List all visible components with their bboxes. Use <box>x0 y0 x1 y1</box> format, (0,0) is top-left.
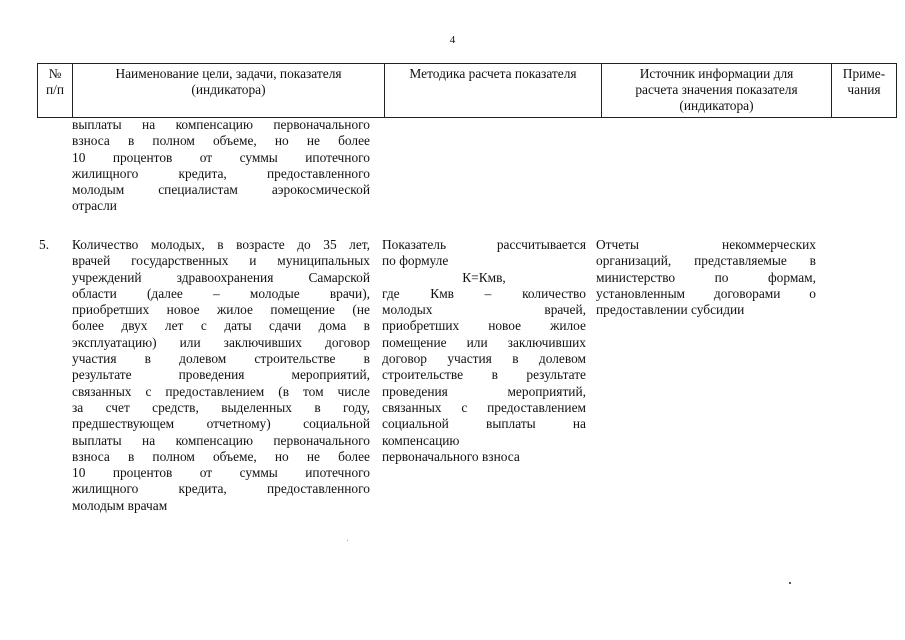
text-line: эксплуатацию) или заключивших договор <box>72 334 370 350</box>
header-text: Методика расчета показателя <box>409 66 577 81</box>
table-header <box>37 63 897 118</box>
header-col-notes <box>832 64 897 118</box>
text-line: врачей государственных и муниципальных <box>72 253 370 269</box>
header-col-name <box>73 64 385 118</box>
text-line: 10 процентов от суммы ипотечного <box>72 149 370 165</box>
text-line: области (далее – молодые врачи), <box>72 285 370 301</box>
text-line: Отчеты некоммерческих <box>596 237 816 252</box>
text-line: отрасли <box>72 198 117 214</box>
text-line: за счет средств, выделенных в году, <box>72 399 370 415</box>
text-line: предоставлении субсидии <box>596 302 745 318</box>
indicator-name <box>72 237 370 514</box>
text-line: взноса в полном объеме, но не более <box>72 448 370 464</box>
text-line: результате проведения мероприятий, <box>72 367 370 383</box>
text-line: молодым врачам <box>72 497 168 513</box>
calculation-method <box>382 237 586 465</box>
header-text: п/п <box>45 82 65 97</box>
row-number: 5. <box>39 237 50 252</box>
text-line: 10 процентов от суммы ипотечного <box>72 465 370 481</box>
text-line: связанных с предоставлением <box>382 399 586 415</box>
text-line: приобретших новое жилое помещение (не <box>72 302 370 318</box>
text-line: компенсацию <box>382 432 460 448</box>
text-line: более двух лет с даты сдачи дома в <box>72 318 370 334</box>
page-number: 4 <box>449 34 456 46</box>
header-text: Наименование цели, задачи, показателя <box>115 66 342 81</box>
text-line: социальной выплаты на <box>382 416 586 432</box>
text-line: жилищного кредита, предоставленного <box>72 165 370 181</box>
text-line: Показатель рассчитывается <box>382 237 586 252</box>
text-line: помещение или заключивших <box>382 334 586 350</box>
text-line: выплаты на компенсацию первоначального <box>72 117 370 132</box>
header-text: чания <box>847 82 881 97</box>
header-text: Источник информации для <box>639 66 794 81</box>
text-line: взноса в полном объеме, но не более <box>72 133 370 149</box>
text-line: министерство по формам, <box>596 269 816 285</box>
header-text: (индикатора) <box>191 82 266 97</box>
text-line: молодым специалистам аэрокосмической <box>72 182 370 198</box>
header-col-method <box>385 64 602 118</box>
header-col-number <box>38 64 73 118</box>
text-line: предшествующем отчетному) социальной <box>72 416 370 432</box>
text-line: проведения мероприятий, <box>382 383 586 399</box>
text-line: строительстве в результате <box>382 367 586 383</box>
text-line: где Кмв – количество <box>382 285 586 301</box>
formula: К=Кмв, <box>462 269 506 285</box>
header-text: Приме- <box>842 66 886 81</box>
text-line: организаций, представляемые в <box>596 253 816 269</box>
text-line: договор участия в долевом <box>382 351 586 367</box>
header-text: расчета значения показателя <box>635 82 798 97</box>
text-line: установленным договорами о <box>596 285 816 301</box>
text-line: первоначального взноса <box>382 448 520 464</box>
text-line: жилищного кредита, предоставленного <box>72 481 370 497</box>
scan-speck <box>789 582 791 584</box>
text-line: учреждений здравоохранения Самарской <box>72 269 370 285</box>
continuation-text <box>72 117 370 215</box>
text-line: приобретших новое жилое <box>382 318 586 334</box>
scan-speck <box>347 540 348 541</box>
information-source <box>596 237 816 318</box>
text-line: связанных с предоставлением (в том числе <box>72 383 370 399</box>
header-text: № <box>48 66 62 81</box>
header-col-source <box>602 64 832 118</box>
text-line: участия в долевом строительстве в <box>72 351 370 367</box>
text-line: выплаты на компенсацию первоначального <box>72 432 370 448</box>
text-line: молодых врачей, <box>382 302 586 318</box>
text-line: по формуле <box>382 253 449 269</box>
header-text: (индикатора) <box>679 98 754 113</box>
text-line: Количество молодых, в возрасте до 35 лет, <box>72 237 370 252</box>
